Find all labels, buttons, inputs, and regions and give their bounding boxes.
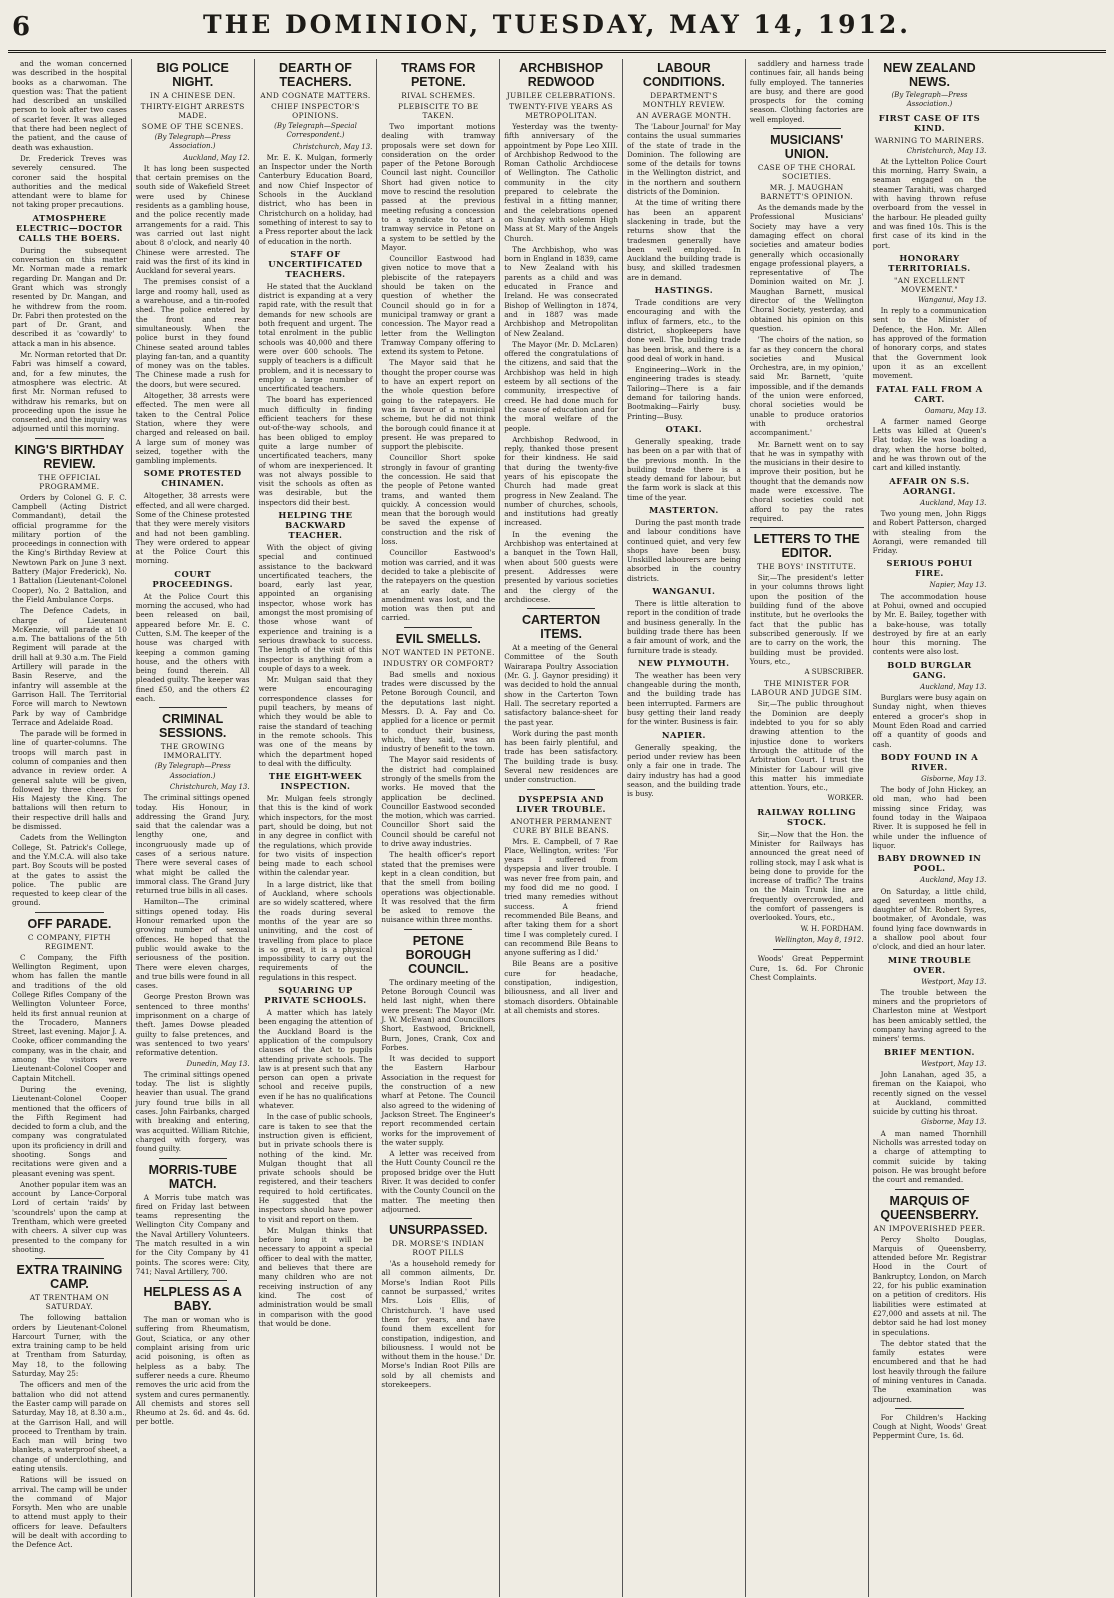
article-text: Altogether, 38 arrests were effected. The men were all taken to the Central Police Station, where they were charged and released on bail. A large sum of money was seized, together with the gambling implements. <box>135 391 250 466</box>
page-number: 6 <box>12 12 31 42</box>
divider <box>527 789 595 790</box>
article-text: Cadets from the Wellington College, St. Patrick's College, and the Y.M.C.A. will also take part. Boy Scouts will be posted at the gates to assist the police. The public are requested to keep clear of the ground. <box>12 833 127 908</box>
article-text: The following battalion orders by Lieutenant-Colonel Harcourt Turner, with the extra training camp to be held at Trentham from Saturday, May 18, to the following Saturday, May 25: <box>12 1313 127 1379</box>
dateline: Christchurch, May 13. <box>906 146 987 155</box>
advertisement-text: Mrs. E. Campbell, of 7 Rae Place, Wellington, writes: 'For years I suffered from dyspepsia and liver trouble. I was never free from pain, and my food did me no good. I tried many remedies without success. A friend recommended Bile Beans, and after taking them for a short time I was completely cured. I can recommend Bile Beans to anyone suffering as I did.' <box>504 836 618 958</box>
article-text: George Preston Brown was sentenced to three months' imprisonment on a charge of theft. James Dowse pleaded guilty to false pretences, and was sentenced to two years' reformative detention. <box>135 992 250 1058</box>
article-text: A matter which has lately been engaging the attention of the Auckland Board is the application of the compulsory clauses of the Act to pupils attending private schools. The law is at present such that any person can open a private school and receive pupils, even if he has no qualifications whatever. <box>258 1008 373 1111</box>
dateline: Christchurch, May 13. <box>169 782 250 791</box>
article-text: A farmer named George Letts was killed at Queen's Flat today. He was loading a dray, when the horse bolted, and he was thrown out of the cart and killed instantly. <box>872 416 987 473</box>
subhead: TWENTY-FIVE YEARS AS METROPOLITAN. <box>509 102 614 120</box>
divider <box>159 1280 227 1281</box>
subhead: OTAKI. <box>665 423 703 434</box>
article-text: Altogether, 38 arrests were effected, and all were charged. Some of the Chinese protested that they were merely visitors and had not been gambling. They were ordered to appear at the Police Court this morning. <box>135 491 250 566</box>
column-6 <box>622 59 745 1597</box>
subhead: AFFAIR ON S.S. AORANGI. <box>889 475 970 496</box>
article-text: The ordinary meeting of the Petone Borough Council was held last night, when there were present: The Mayor (Mr. J. W. McEwan) and Councillors Short, Eastwood, Bricknell, Burn, Jones, Crank, Cox and Forbes. <box>381 977 496 1052</box>
column-2 <box>131 59 254 1597</box>
article-text: During the subsequent conversation on this matter Mr. Norman made a remark regarding Dr. Mangan and Dr. Grant which was strongly resented by Dr. Mangan, and he withdrew from the room. Dr. Fabri then protested on the part of Dr. Grant, and described it as 'cowardly' to attack a man in his absence. <box>12 245 127 348</box>
divider <box>35 1258 104 1259</box>
article-text: Generally speaking, the period under review has been only a fair one in trade. The dairy industry has had a good season, and the building trade is busy. <box>626 742 741 799</box>
article-text: Generally speaking, trade has been on a par with that of the previous month. In the building trade there is a steady demand for labour, but the farm work is slack at this time of the year. <box>626 436 741 502</box>
article-text: Councillor Eastwood's motion was carried, and it was decided to take a plebiscite of the ratepayers on the question at an early date. The amendment was lost, and the motion was then put and carried. <box>381 548 496 623</box>
article-text: In the evening the Archbishop was entertained at a banquet in the Town Hall, when about 500 guests were present. Addresses were presented by various societies and the clergy of the archdiocese. <box>504 529 618 604</box>
subhead: IN A CHINESE DEN. <box>149 91 236 100</box>
article-text: The body of John Hickey, an old man, who had been missing since Friday, was found today in the Waipaoa River. It is supposed he fell in while under the influence of liquor. <box>872 785 987 850</box>
article-text: The weather has been very changeable during the month, and the building trade has been interrupted. Farmers are busy getting their land ready for the winter. Business is fair. <box>626 670 741 727</box>
divider <box>773 949 841 950</box>
dateline: Westport, May 13. <box>921 977 987 986</box>
article-text: Mr. Mulgan thinks that before long it will be necessary to appoint a special officer to deal with the matter, and believes that there are many children who are not receiving instruction of any kind. The cost of administration would be small in comparison with the good that would be done. <box>258 1225 373 1328</box>
article-text: The Defence Cadets, in charge of Lieutenant McKenzie, will parade at 10 a.m. The battalions of the 5th Regiment will parade at the drill hall at 9.30 a.m. The Field Artillery will parade in the Basin Reserve, and the infantry will assemble at the Garrison Hall. The Territorial Force will march to Newtown Park by way of Cambridge Terrace and Adelaide Road. <box>12 606 127 727</box>
article-text: saddlery and harness trade continues fair, all hands being fully employed. The tanneries are busy, and there are good prospects for the coming season. Clothing factories are well employed. <box>749 59 864 124</box>
headline-petone-borough-council: PETONE BOROUGH COUNCIL. <box>405 933 471 976</box>
article-text: Mr. Norman retorted that Dr. Fabri was himself a coward, and, for a few minutes, the atmosphere was electric. At first Mr. Norman refused to withdraw his remarks, but on proceeding upon the issue he consented, and the inquiry was adjourned until this morning. <box>12 350 127 434</box>
advertisement-text: For Children's Hacking Cough at Night, Woods' Great Peppermint Cure, 1s. 6d. <box>872 1412 987 1441</box>
divider <box>404 929 472 930</box>
article-text: Dr. Frederick Treves was severely censured. The coroner said the hospital authorities and the medical attendant were to blame for not taking proper precautions. <box>12 153 127 210</box>
dateline: Napier, May 13. <box>929 581 987 590</box>
subhead: ATMOSPHERE ELECTRIC—DOCTOR CALLS THE BOERS. <box>16 212 123 243</box>
divider <box>404 627 472 628</box>
subhead: WARNING TO MARINERS. <box>874 135 985 145</box>
subhead: HASTINGS. <box>654 285 714 296</box>
subhead: AN IMPOVERISHED PEER. <box>873 1223 986 1233</box>
masthead <box>8 6 1106 53</box>
column-8 <box>868 59 991 1597</box>
subhead: CASE OF THE CHORAL SOCIETIES. <box>757 163 856 182</box>
subhead: DR. MORSE'S INDIAN ROOT PILLS <box>392 1239 485 1258</box>
letter-signature: A SUBSCRIBER. <box>804 668 864 677</box>
headline-dyspepsia: DYSPEPSIA AND LIVER TROUBLE. <box>516 793 606 814</box>
subhead: CHIEF INSPECTOR'S OPINIONS. <box>271 102 360 120</box>
headline-morris-tube-match: MORRIS-TUBE MATCH. <box>148 1162 237 1191</box>
subhead: FIRST CASE OF ITS KIND. <box>878 112 981 133</box>
subhead: RAILWAY ROLLING STOCK. <box>757 806 857 827</box>
subhead: "AN EXCELLENT MOVEMENT." <box>894 275 965 294</box>
article-text: Two young men, John Riggs and Robert Patterson, charged with stealing from the Aorangi, were remanded till Friday. <box>872 508 987 556</box>
article-text: and the woman concerned was described in the hospital books as a charwoman. The question was: That the patient had described an unskilled person to look after two cases of scarlet fever. It was alleged that there had been neglect of the patient, and the cause of death was exhaustion. <box>12 59 127 152</box>
headline-labour-conditions: LABOUR CONDITIONS. <box>642 61 725 89</box>
dateline: Christchurch, May 13. <box>292 142 373 151</box>
subhead: BOLD BURGLAR GANG. <box>887 659 972 680</box>
article-text: The Mayor said that he thought the proper course was to have an expert report on the whole question before going to the ratepayers. He was in favour of a municipal scheme, but he did not think the borough could finance it at present. He was prepared to support the plebiscite. <box>381 358 496 452</box>
letter-signature: W. H. FORDHAM. <box>800 924 864 933</box>
article-text: 'The choirs of the nation, so far as they concern the choral societies and Musical Orchestra, are, in my opinion,' said Mr. Barnett, 'quite impossible, and if the demands of the union were enforced, choral societies would be unable to produce oratorios with orchestral accompaniment.' <box>749 335 864 438</box>
article-text: He stated that the Auckland district is expanding at a very rapid rate, with the result that demands for new schools are both frequent and urgent. The total enrolment in the public schools was 40,000 and there were over 600 schools. The supply of teachers is a difficult problem, and it is necessary to employ a large number of uncertificated teachers. <box>258 281 373 394</box>
subhead: AT TRENTHAM ON SATURDAY. <box>29 1293 110 1312</box>
article-text: The health officer's report stated that the premises were kept in a clean condition, but that the smell from boiling operations was objectionable. It was resolved that the firm be asked to remove the nuisance within three months. <box>381 850 496 925</box>
article-text: Engineering—Work in the engineering trades is steady. Tailoring—There is a fair demand for tailoring hands. Bootmaking—Fairly busy. Printing—Busy. <box>626 365 741 421</box>
headline-evil-smells: EVIL SMELLS. <box>395 631 481 646</box>
article-text: Mr. Barnett went on to say that he was in sympathy with the musicians in their desire to improve their position, but he thought that the demands now made were excessive. The choral societies could not afford to pay the rates required. <box>749 439 864 523</box>
subhead: SOME PROTESTED CHINAMEN. <box>143 468 242 489</box>
headline-extra-training-camp: EXTRA TRAINING CAMP. <box>16 1263 123 1292</box>
article-text: Orders by Colonel G. F. C. Campbell (Acting District Commandant), detail the official programme for the military portion of the proceedings in connection with the King's Birthday Review at Newtown Park on June 3 next. Battery (Major Frederick), No. 1 Battalion (Lieutenant-Colonel Cooper), No. 2 Battalion, and the Field Ambulance Corps. <box>12 492 127 604</box>
dateline: Auckland, May 13. <box>920 876 987 885</box>
subhead: NAPIER. <box>661 729 706 740</box>
article-text: In the case of public schools, care is taken to see that the instruction given is efficient, but in private schools there is nothing of the kind. Mr. Mulgan thought that all private schools should be registered, and their teachers required to hold certificates. He suggested that the inspectors should have power to visit and report on them. <box>258 1112 373 1224</box>
dateline: Dunedin, May 13. <box>186 1059 250 1068</box>
dateline: Wellington, May 8, 1912. <box>774 935 864 944</box>
article-text: The trouble between the miners and the proprietors of Charleston mine at Westport has been amicably settled, the company having agreed to the miners' terms. <box>872 987 987 1044</box>
article-text: The criminal sittings opened today. The list is slightly heavier than usual. The grand jury found true bills in all cases. John Fairbanks, charged with breaking and entering, was acquitted. William Ritchie, charged with forgery, was found guilty. <box>135 1069 250 1154</box>
article-text: C Company, the Fifth Wellington Regiment, upon whom has fallen the mantle and traditions of the old College Rifles Company of the Wellington Volunteer Force, held its first annual reunion at the Trocadero, Manners Street, last evening. Major J. A. Cooke, officer commanding the company, was in the chair, and among the visitors were Lieutenant-Colonel Cooper and Captain Mitchell. <box>12 952 127 1083</box>
subhead: SERIOUS POHUI FIRE. <box>886 558 973 579</box>
subhead: DEPARTMENT'S MONTHLY REVIEW. <box>642 91 726 109</box>
article-text: In a large district, like that of Auckland, where schools are so widely scattered, where the roads during several months of the year are so uninviting, and the cost of travelling from place to place is so great, it is a physical impossibility to carry out the requirements of the regulations in this respect. <box>258 879 373 982</box>
columns <box>8 59 1106 1597</box>
dateline: Auckland, May 12. <box>183 153 250 162</box>
headline-dearth-of-teachers: DEARTH OF TEACHERS. <box>279 61 352 89</box>
divider <box>527 608 595 609</box>
divider <box>895 1189 963 1190</box>
article-text: Percy Sholto Douglas, Marquis of Queensberry, attended before Mr. Registrar Hood in the Court of Bankruptcy, London, on March 22, for his public examination on a petition of creditors. His liabilities were estimated at £27,000 and assets at nil. The debtor said he had lost money in speculations. <box>872 1234 987 1337</box>
article-text: Hamilton—The criminal sittings opened today. His Honour remarked upon the growing number of sexual offences. He hoped that the public would awake to the seriousness of the position. There were eleven charges, and true bills were found in all cases. <box>135 897 250 991</box>
headline-kings-birthday: KING'S BIRTHDAY REVIEW. <box>14 442 125 471</box>
article-text: It was decided to support the Eastern Harbour Association in the request for the construction of a new wharf at Petone. The Council also agreed to the widening of Jackson Street. The Engineer's report recommended certain works for the improvement of the water supply. <box>381 1054 496 1147</box>
headline-letters-to-the-editor: LETTERS TO THE EDITOR. <box>753 532 860 561</box>
subhead: AN AVERAGE MONTH. <box>636 111 732 120</box>
advertisement-text: Bile Beans are a positive cure for headache, constipation, indigestion, biliousness, and all liver and stomach disorders. Obtainable at all chemists and stores. <box>504 959 618 1015</box>
article-text: The debtor stated that the family estates were encumbered and that he had lost heavily through the failure of mining ventures in Canada. The examination was adjourned. <box>872 1338 987 1404</box>
subhead: BRIEF MENTION. <box>883 1046 975 1057</box>
article-text: Rations will be issued on arrival. The camp will be under the command of Major Forsyth. Men who are unable to attend must apply to their officers for leave. Defaulters will be dealt with according to the Defence Act. <box>12 1475 127 1550</box>
subhead: THIRTY-EIGHT ARRESTS MADE. <box>140 102 245 120</box>
headline-trams-for-petone: TRAMS FOR PETONE. <box>401 61 476 89</box>
subhead: THE MINISTER FOR LABOUR AND JUDGE SIM. <box>751 679 863 698</box>
article-text: Archbishop Redwood, in reply, thanked those present for their kindness. He said that during the twenty-five years of his episcopate the Church had made great progress in New Zealand. The number of churches, schools, and institutions had greatly increased. <box>504 434 618 528</box>
subhead: BODY FOUND IN A RIVER. <box>880 751 979 772</box>
dateline: Auckland, May 13. <box>920 682 987 691</box>
subhead: HELPING THE BACKWARD TEACHER. <box>278 509 353 540</box>
letter-text: Sir,—Now that the Hon. the Minister for Railways has announced the great need of rolling stock, may I ask what is being done to provide for the increase of traffic? The trains on the Main Trunk line are frequently overcrowded, and the comfort of passengers is overlooked. Yours, etc., <box>749 829 864 923</box>
divider <box>159 1158 227 1159</box>
headline-big-police-night: BIG POLICE NIGHT. <box>156 61 229 89</box>
subhead: BABY DROWNED IN POOL. <box>877 853 982 874</box>
byline: (By Telegraph—Press Association.) <box>154 762 231 780</box>
article-text: Trade conditions are very encouraging and with the influx of farmers, etc., to the district, shopkeepers have done well. The building trade has been brisk, and there is a good deal of work in hand. <box>626 298 741 363</box>
subhead: NOT WANTED IN PETONE. <box>381 647 495 657</box>
article-text: The board has experienced much difficulty in finding efficient teachers for these out-of-the-way schools, and has been obliged to employ quite a large number of uncertificated teachers, many of whom are inexperienced. It was not always possible to visit the schools as often as was desirable, but the inspectors did their best. <box>258 395 373 507</box>
subhead: HONORARY TERRITORIALS. <box>888 252 971 273</box>
subhead: C COMPANY, FIFTH REGIMENT. <box>27 932 111 951</box>
article-text: Mr. Mulgan feels strongly that this is the kind of work which inspectors, for the most part, should be doing, but not in any degree in conflict with the regulations, which provide for two visits of inspection being made to each school within the calendar year. <box>258 794 373 878</box>
subhead: SQUARING UP PRIVATE SCHOOLS. <box>264 985 367 1006</box>
column-4 <box>376 59 499 1597</box>
article-text: On Saturday, a little child, aged seventeen months, a daughter of Mr. Robert Syres, bootmaker, of Avondale, was found lying face downwards in a shallow pool about four o'clock, and died an hour later. <box>872 886 987 952</box>
divider <box>35 912 104 913</box>
letter-text: Sir,—The president's letter in your columns throws light upon the position of the building fund of the above institute, but he overlooks the fact that the public has subscribed generously. If we are to carry on the work, the building must be provided. Yours, etc., <box>749 573 864 666</box>
subhead: SOME OF THE SCENES. <box>141 122 244 131</box>
column-5 <box>499 59 622 1597</box>
headline-criminal-sessions: CRIMINAL SESSIONS. <box>159 712 227 741</box>
subhead: RIVAL SCHEMES. <box>401 91 476 100</box>
subhead: THE BOYS' INSTITUTE. <box>757 562 857 572</box>
letter-text: Sir,—The public throughout the Dominion are deeply indebted to you for so ably drawing attention to the injustice done to workers through the attitude of the Arbitration Court. I trust the Minister for Labour will give this matter his immediate attention. Yours, etc., <box>749 699 864 793</box>
subhead: WANGANUI. <box>652 586 716 597</box>
advertisement-text: 'As a household remedy for all common ailments, Dr. Morse's Indian Root Pills cannot be surpassed,' writes Mrs. Lois Ellis, of Christchurch. 'I have used them for years, and have found them excellent for constipation, indigestion, and biliousness. I would not be without them in the house.' Dr. Morse's Indian Root Pills are sold by all chemists and storekeepers. <box>381 1259 496 1390</box>
article-text: Mr. Mulgan said that they were encouraging correspondence classes for pupil teachers, by means of which they would be able to raise the standard of teaching in the remote schools. This was one of the means by which the department hoped to deal with the difficulty. <box>258 675 373 768</box>
column-1 <box>8 59 131 1597</box>
subhead: MINE TROUBLE OVER. <box>887 954 972 975</box>
article-text: At the Police Court this morning the accused, who had been released on bail, appeared before Mr. E. C. Cutten, S.M. The keeper of the house was charged with keeping a common gaming house, and the others with being found therein. All pleaded guilty. The keeper was fined £50, and the others £2 each. <box>135 591 250 704</box>
subhead: PLEBISCITE TO BE TAKEN. <box>398 102 479 120</box>
article-text: A letter was received from the Hutt County Council re the proposed bridge over the Hutt River. It was decided to confer with the County Council on the matter. The meeting then adjourned. <box>381 1149 496 1214</box>
article-text: Two important motions dealing with tramway proposals were set down for consideration on the order paper of the Petone Borough Council last night. Councillor Short had given notice to move to rescind the resolution passed at the previous meeting refusing a concession to a syndicate to start a tramway service in Petone on a system to be settled by the Mayor. <box>381 122 496 252</box>
byline: (By Telegraph—Press Association.) <box>154 133 231 151</box>
article-text: Yesterday was the twenty-fifth anniversary of the appointment by Pope Leo XIII. of Archbishop Redwood to the Roman Catholic Archdiocese of Wellington. The Catholic community in the city prepared to celebrate the festival in a fitting manner, and the celebrations opened on Sunday with solemn High Mass at St. Mary of the Angels Church. <box>504 122 618 243</box>
dateline: Wanganui, May 13. <box>918 295 987 304</box>
article-text: Councillor Short spoke strongly in favour of granting the concession. He said that the people of Petone wanted trams, and wanted them quickly. A concession would mean that the borough would be saved the expense of construction and the risk of loss. <box>381 453 496 547</box>
article-text: It has long been suspected that certain premises on the south side of Wakefield Street were used by Chinese residents as a gambling house, and the police recently made arrangements for a raid. This was carried out last night about 8 o'clock, and nearly 40 Chinese were arrested. The raid was the first of its kind in Auckland for several years. <box>135 163 250 276</box>
headline-helpless-as-a-baby: HELPLESS AS A BABY. <box>143 1285 242 1314</box>
headline-carterton-items: CARTERTON ITEMS. <box>521 613 601 642</box>
article-text: The 'Labour Journal' for May contains the usual summaries of the state of trade in the Dominion. The following are some of the details for towns in the Wellington district, and in the northern and southern districts of the Dominion. <box>626 122 741 197</box>
article-text: The accommodation house at Pohui, owned and occupied by Mr. E. Bailey, together with a bake-house, was totally destroyed by fire at an early hour this morning. The contents were also lost. <box>872 591 987 657</box>
article-text: Mr. E. K. Mulgan, formerly an Inspector under the North Canterbury Education Board, and now Chief Inspector of Schools in the Auckland district, who has been in Christchurch on a holiday, had something of interest to say to a Press reporter about the lack of education in the north. <box>258 152 373 246</box>
article-text: Bad smells and noxious trades were discussed by the Petone Borough Council, and the deputations last night. Messrs. D. A. Fay and Co. applied for a licence or permit to conduct their business, which, they said, was an industry of benefit to the town. <box>381 669 496 754</box>
divider <box>159 707 227 708</box>
subhead: JUBILEE CELEBRATIONS. <box>506 91 616 100</box>
subhead: THE EIGHT-WEEK INSPECTION. <box>268 771 363 792</box>
dateline: Westport, May 13. <box>921 1059 987 1068</box>
divider <box>895 1408 963 1409</box>
article-text: The officers and men of the battalion who did not attend the Easter camp will parade on Saturday, May 18, at 8.30 a.m., at the Garrison Hall, and will proceed to Trentham by train. Each man will bring two blankets, a waterproof sheet, a change of underclothing, and eating utensils. <box>12 1380 127 1473</box>
subhead: NEW PLYMOUTH. <box>638 657 730 668</box>
dateline: Gisborne, May 13. <box>921 774 987 783</box>
byline: (By Telegraph—Press Association.) <box>891 91 968 109</box>
article-text: The Mayor said residents of the district had complained strongly of the smells from the works. He moved that the application be declined. Councillor Eastwood seconded the motion, which was carried. Councillor Short said the Council should be careful not to drive away industries. <box>381 755 496 849</box>
headline-marquis-of-queensberry: MARQUIS OF QUEENSBERRY. <box>880 1193 979 1222</box>
subhead: MR. J. MAUGHAN BARNETT'S OPINION. <box>760 183 853 202</box>
article-text: As the demands made by the Professional Musicians' Society may have a very damaging effect on choral societies and amateur bodies generally which occasionally engage professional players, a representative of The Dominion waited on Mr. J. Maughan Barnett, musical director of the Wellington Choral Society, yesterday, and obtained his opinion on this question. <box>749 203 864 333</box>
article-text: A man named Thornhill Nicholls was arrested today on a charge of attempting to commit suicide by taking poison. He was brought before the court and remanded. <box>872 1128 987 1185</box>
subhead: COURT PROCEEDINGS. <box>152 568 234 589</box>
article-text: At the time of writing there has been an apparent slackening in trade, but the returns show that the tradesmen generally have been well employed. In Auckland the building trade is busy, and skilled tradesmen are in demand. <box>626 198 741 282</box>
headline-archbishop-redwood: ARCHBISHOP REDWOOD <box>519 61 604 89</box>
newspaper-title: THE DOMINION, TUESDAY, MAY 14, 1912. <box>202 10 912 39</box>
article-text: With the object of giving special and continued assistance to the backward uncertificated teachers, the board, early last year, appointed an organising inspector, whose work has amongst the most promising of those whose want of experience and training is a serious drawback to success. The length of the visit of this inspector is anything from a couple of days to a week. <box>258 542 373 673</box>
article-text: The parade will be formed in line of quarter-columns. The troops will march past in column of companies and then advance in review order. A general salute will be given, followed by three cheers for His Majesty the King. The battalions will then return to their respective drill halls and be dismissed. <box>12 729 127 832</box>
dateline: Oamaru, May 13. <box>924 406 987 415</box>
subhead: INDUSTRY OR COMFORT? <box>382 658 494 668</box>
column-3 <box>254 59 377 1597</box>
dateline: Auckland, May 13. <box>920 498 987 507</box>
article-text: A Morris tube match was fired on Friday last between teams representing the Wellington City Company and the Naval Artillery Volunteers. The match resulted in a win for the City Company by 41 points. The scores were: City, 741; Naval Artillery, 700. <box>135 1192 250 1276</box>
advertisement-text: Woods' Great Peppermint Cure, 1s. 6d. For Chronic Chest Complaints. <box>749 954 864 982</box>
headline-off-parade: OFF PARADE. <box>27 916 112 931</box>
article-text: John Lanahan, aged 35, a fireman on the Kaiapoi, who recently signed on the vessel at Auckland, committed suicide by cutting his throat. <box>872 1069 987 1117</box>
headline-new-zealand-news: NEW ZEALAND NEWS. <box>883 61 976 89</box>
article-text: Another popular item was an account by Lance-Corporal Lord of certain 'raids' by 'scoundrels' upon the camp at Trentham, which were greeted with cheers. A silver cup was presented to the company for shooting. <box>12 1179 127 1254</box>
subhead: MASTERTON. <box>648 504 719 515</box>
subhead: STAFF OF UNCERTIFICATED TEACHERS. <box>268 248 363 279</box>
article-text: At a meeting of the General Committee of the South Wairarapa Poultry Association (Mr. G. J. Gaynor presiding) it was decided to hold the annual show in the Carterton Town Hall. The secretary reported a satisfactory balance-sheet for the past year. <box>504 643 618 727</box>
article-text: During the evening, Lieutenant-Colonel Cooper mentioned that the officers of the Fifth Regiment had decided to form a club, and the company was congratulated upon its proficiency in drill and shooting. Songs and recitations were given and a pleasant evening was spent. <box>12 1084 127 1178</box>
divider <box>404 1218 472 1219</box>
article-text: The premises consist of a large and roomy hall, used as a warehouse, and a tin-roofed shed. The police entered by the front and rear simultaneously. When the police burst in they found Chinese seated around tables playing fan-tan, and a quantity of money was on the tables. The Chinese made a rush for the doors, but were secured. <box>135 277 250 389</box>
article-text: At the Lyttelton Police Court this morning, Harry Swain, a seaman engaged on the steamer Tarahiti, was charged with having thrown refuse overboard from the vessel in the harbour. He pleaded guilty and was fined 10s. This is the first case of its kind in the port. <box>872 156 987 250</box>
article-text: During the past month trade and labour conditions have continued quiet, and very few shops have been busy. Unskilled labourers are being absorbed in the country districts. <box>626 517 741 583</box>
article-text: The Archbishop, who was born in England in 1839, came to New Zealand with his parents as a child and was educated in France and Ireland. He was consecrated Bishop of Wellington in 1874, and in 1887 was made Archbishop and Metropolitan of New Zealand. <box>504 244 618 338</box>
subhead: AND COGNATE MATTERS. <box>260 91 371 100</box>
subhead: THE OFFICIAL PROGRAMME. <box>38 472 101 491</box>
divider <box>773 128 841 129</box>
article-text: There is little alteration to report in the condition of trade and business generally. In the building trade there has been a fair amount of work, and the furniture trade is steady. <box>626 599 741 655</box>
divider <box>750 527 864 528</box>
byline: (By Telegraph—Special Correspondent.) <box>274 122 357 140</box>
subhead: FATAL FALL FROM A CART. <box>876 383 983 404</box>
headline-unsurpassed: UNSURPASSED. <box>389 1223 488 1238</box>
subhead: ANOTHER PERMANENT CURE BY BILE BEANS. <box>510 816 612 835</box>
article-text: The Mayor (Mr. D. McLaren) offered the congratulations of the citizens, and said that the Archbishop was held in high esteem by all sections of the community, irrespective of creed. He had done much for the cause of education and for the moral welfare of the people. <box>504 339 618 433</box>
subhead: THE GROWING IMMORALITY. <box>160 742 225 761</box>
column-7 <box>745 59 868 1597</box>
article-text: Work during the past month has been fairly plentiful, and trade has been satisfactory. The building trade is busy. Several new residences are under construction. <box>504 728 618 785</box>
divider <box>35 438 104 439</box>
advertisement-text: The man or woman who is suffering from Rheumatism, Gout, Sciatica, or any other complaint arising from uric acid poisoning, is often as helpless as a baby. The sufferer needs a cure. Rheumo removes the uric acid from the system and cures permanently. All chemists and stores sell Rheumo at 2s. 6d. and 4s. 6d. per bottle. <box>135 1315 250 1427</box>
article-text: Burglars were busy again on Sunday night, when thieves entered a grocer's shop in Mount Eden Road and carried off a quantity of goods and cash. <box>872 693 987 749</box>
headline-musicians-union: MUSICIANS' UNION. <box>770 133 844 162</box>
letter-signature: WORKER. <box>827 794 864 803</box>
article-text: In reply to a communication sent to the Minister of Defence, the Hon. Mr. Allen has approved of the formation of honorary corps, and states that the Government look upon it as an excellent movement. <box>872 306 987 381</box>
article-text: Councillor Eastwood had given notice to move that a plebiscite of the ratepayers should be taken on the question of whether the Council should go in for a municipal tramway or grant a concession. The Mayor read a letter from the Wellington Tramway Company offering to extend its system to Petone. <box>381 254 496 357</box>
dateline: Gisborne, May 13. <box>921 1118 987 1127</box>
article-text: The criminal sittings opened today. His Honour, in addressing the Grand Jury, said that the calendar was a lengthy one, and incongruously made up of cases of a serious nature. There were several cases of what might be called the immoral class. The Grand Jury returned true bills in all cases. <box>135 793 250 896</box>
